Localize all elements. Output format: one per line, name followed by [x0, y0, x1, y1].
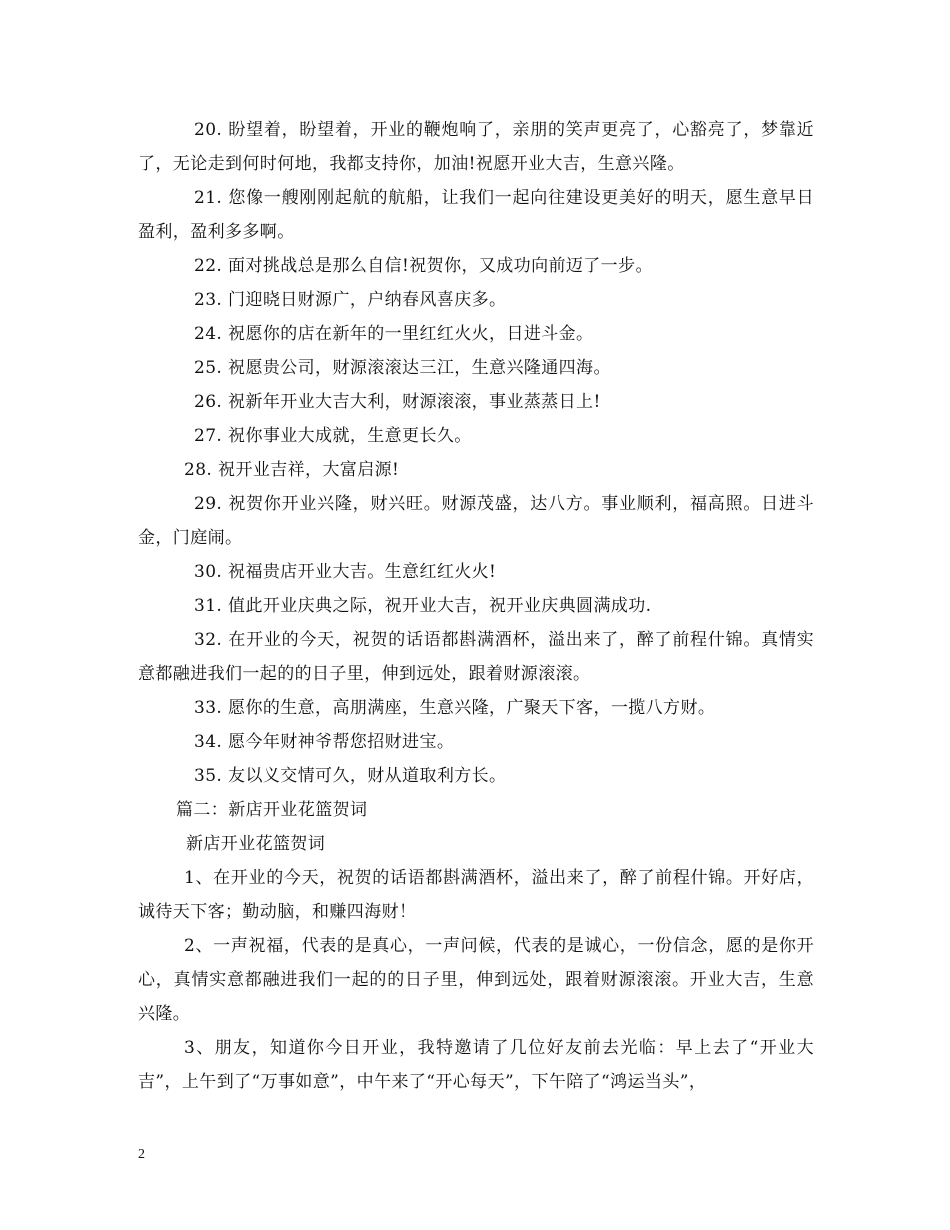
- paragraph-item-28: 28. 祝开业吉祥，大富启源!: [184, 460, 400, 480]
- paragraph-item-1: 1、在开业的今天，祝贺的话语都斟满酒杯，溢出来了，醉了前程什锦。开好店，诚待天下客；勤动脑，和赚四海财！: [138, 868, 814, 922]
- paragraph-item-22: 22. 面对挑战总是那么自信!祝贺你，又成功向前迈了一步。: [194, 256, 653, 276]
- paragraph-item-24: 24. 祝愿你的店在新年的一里红红火火，日进斗金。: [194, 324, 594, 344]
- paragraph-item-29: 29. 祝贺你开业兴隆，财兴旺。财源茂盛，达八方。事业顺利，福高照。日进斗金，门庭闹。: [138, 494, 814, 548]
- page-number: 2: [138, 1147, 145, 1162]
- paragraph-item-27: 27. 祝你事业大成就，生意更长久。: [194, 426, 472, 446]
- paragraph-item-21: 21. 您像一艘刚刚起航的航船，让我们一起向往建设更美好的明天，愿生意早日盈利，盈利多多啊。: [138, 188, 814, 242]
- paragraph-item-2: 2、一声祝福，代表的是真心，一声问候，代表的是诚心，一份信念，愿的是你开心，真情实意都融进我们一起的的日子里，伸到远处，跟着财源滚滚。开业大吉，生意兴隆。: [138, 936, 814, 1024]
- paragraph-item-35: 35. 友以义交情可久，财从道取利方长。: [194, 766, 507, 786]
- paragraph-item-34: 34. 愿今年财神爷帮您招财进宝。: [194, 732, 455, 752]
- paragraph-item-33: 33. 愿你的生意，高朋满座，生意兴隆，广聚天下客，一揽八方财。: [194, 698, 716, 718]
- paragraph-item-26: 26. 祝新年开业大吉大利，财源滚滚，事业蒸蒸日上!: [194, 392, 601, 412]
- paragraph-item-25: 25. 祝愿贵公司，财源滚滚达三江，生意兴隆通四海。: [194, 358, 611, 378]
- document-body: [138, 113, 814, 1099]
- paragraph-item-31: 31. 值此开业庆典之际，祝开业大吉，祝开业庆典圆满成功.: [194, 596, 652, 616]
- section-subtitle: 新店开业花篮贺词: [186, 834, 326, 854]
- paragraph-item-32: 32. 在开业的今天，祝贺的话语都斟满酒杯，溢出来了，醉了前程什锦。真情实意都融进我们一起的的日子里，伸到远处，跟着财源滚滚。: [138, 630, 814, 684]
- paragraph-item-20: 20. 盼望着，盼望着，开业的鞭炮响了，亲朋的笑声更亮了，心豁亮了，梦靠近了，无论走到何时何地，我都支持你，加油!祝愿开业大吉，生意兴隆。: [138, 120, 814, 174]
- paragraph-item-23: 23. 门迎晓日财源广，户纳春风喜庆多。: [194, 290, 507, 310]
- paragraph-item-30: 30. 祝福贵店开业大吉。生意红红火火!: [194, 562, 497, 582]
- paragraph-item-3: 3、朋友，知道你今日开业，我特邀请了几位好友前去光临：早上去了“开业大吉”，上午到了“万事如意”，中午来了“开心每天”，下午陪了“鸿运当头”，: [138, 1038, 814, 1092]
- section-heading: 篇二：新店开业花篮贺词: [176, 800, 368, 820]
